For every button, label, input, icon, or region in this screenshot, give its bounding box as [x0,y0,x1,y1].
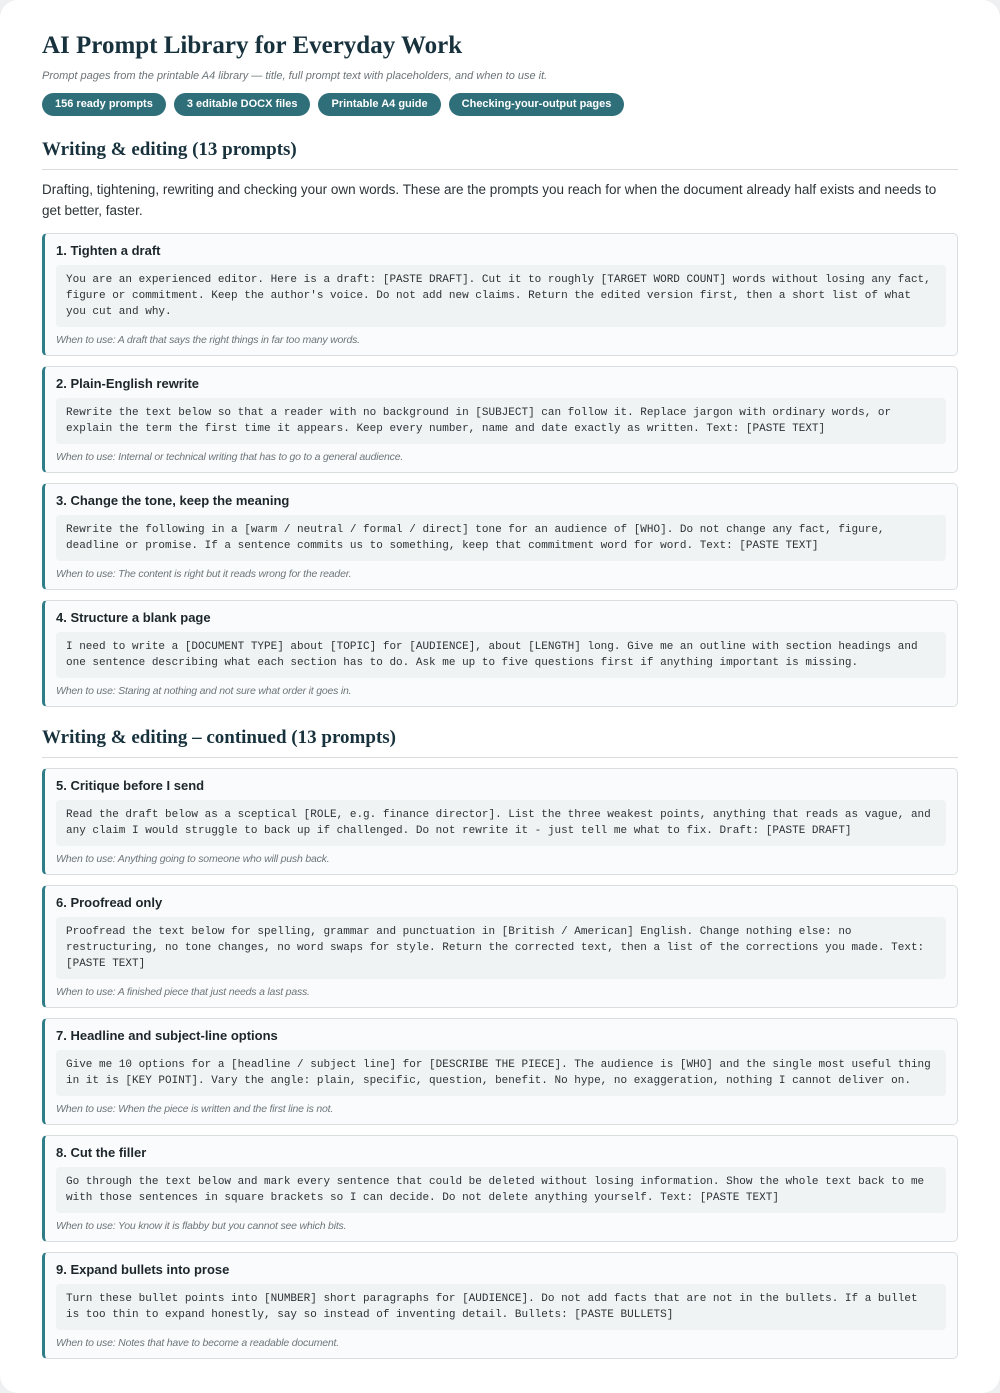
prompt-card [42,1252,958,1359]
when-to-use: When to use: When the piece is written and the first line is not. [56,1103,334,1115]
when-to-use: When to use: Internal or technical writing that has to go to a general audience. [56,451,404,463]
prompt-title: 7. Headline and subject-line options [56,1028,278,1043]
section-intro: Drafting, tightening, rewriting and checking your own words. These are the prompts you reach for when the document already half exists and needs to get better, faster. [42,182,937,218]
badge-checking-output: Checking-your-output pages [449,93,625,116]
page-subtitle: Prompt pages from the printable A4 library — title, full prompt text with placeholders, and when to use it. [42,70,548,82]
badge-ready-prompts: 156 ready prompts [42,93,166,116]
prompt-text: Turn these bullet points into [NUMBER] short paragraphs for [AUDIENCE]. Do not add facts that are not in the bullets. If a bullet is too thin to expand honestly, say so instead of inventing detail. Bullets: [PASTE BULLETS] [56,1284,946,1330]
prompt-card-list [42,768,958,1359]
prompt-card [42,483,958,590]
prompt-card [42,600,958,707]
prompt-text: Rewrite the following in a [warm / neutral / formal / direct] tone for an audience of [WHO]. Do not change any fact, figure, deadline or promise. If a sentence commits us to something, keep that commitment word for word. Text: [PASTE TEXT] [56,515,946,561]
prompt-title: 9. Expand bullets into prose [56,1262,230,1277]
prompt-card [42,885,958,1008]
section-heading-writing-editing: Writing & editing (13 prompts) [42,138,958,170]
when-to-use: When to use: Anything going to someone who will push back. [56,853,330,865]
prompt-text: You are an experienced editor. Here is a draft: [PASTE DRAFT]. Cut it to roughly [TARGET WORD COUNT] words without losing any fact, figure or commitment. Keep the author's voice. Do not add new claims. Return the edited version first, then a short list of what you cut and why. [56,265,946,327]
prompt-card-list [42,233,958,707]
page-title: AI Prompt Library for Everyday Work [42,32,463,59]
prompt-card [42,768,958,875]
when-to-use: When to use: A finished piece that just needs a last pass. [56,986,310,998]
prompt-text: Rewrite the text below so that a reader with no background in [SUBJECT] can follow it. Replace jargon with ordinary words, or explain the term the first time it appears. Keep every number, name and date exactly as written. Text: [PASTE TEXT] [56,398,946,444]
prompt-title: 5. Critique before I send [56,778,205,793]
prompt-title: 2. Plain-English rewrite [56,376,200,391]
prompt-text: Read the draft below as a sceptical [ROLE, e.g. finance director]. List the three weakest points, anything that reads as vague, and any claim I would struggle to back up if challenged. Do not rewrite it - just tell me what to fix. Draft: [PASTE DRAFT] [56,800,946,846]
prompt-title: 4. Structure a blank page [56,610,211,625]
prompt-title: 6. Proofread only [56,895,163,910]
prompt-text: Proofread the text below for spelling, grammar and punctuation in [British / American] English. Change nothing else: no restructuring, no tone changes, no word swaps for style. Return the corrected text, then a list of the corrections you made. Text: [PASTE TEXT] [56,917,946,979]
when-to-use: When to use: The content is right but it reads wrong for the reader. [56,568,352,580]
prompt-card [42,1135,958,1242]
when-to-use: When to use: Staring at nothing and not sure what order it goes in. [56,685,352,697]
when-to-use: When to use: Notes that have to become a readable document. [56,1337,339,1349]
prompt-card [42,366,958,473]
prompt-text: Give me 10 options for a [headline / subject line] for [DESCRIBE THE PIECE]. The audience is [WHO] and the single most useful thing in it is [KEY POINT]. Vary the angle: plain, specific, question, benefit. No hype, no exaggeration, nothing I cannot deliver on. [56,1050,946,1096]
badge-docx-files: 3 editable DOCX files [174,93,311,116]
prompt-title: 8. Cut the filler [56,1145,147,1160]
prompt-card [42,233,958,356]
badge-row [42,93,958,116]
prompt-text: I need to write a [DOCUMENT TYPE] about [TOPIC] for [AUDIENCE], about [LENGTH] long. Give me an outline with section headings and one sentence describing what each section has to do. Ask me up to five questions first if anything important is missing. [56,632,946,678]
prompt-card [42,1018,958,1125]
prompt-text: Go through the text below and mark every sentence that could be deleted without losing information. Show the whole text back to me with those sentences in square brackets so I can decide. Do not delete anything yourself. Text: [PASTE TEXT] [56,1167,946,1213]
when-to-use: When to use: You know it is flabby but you cannot see which bits. [56,1220,347,1232]
prompt-title: 3. Change the tone, keep the meaning [56,493,290,508]
section-heading-writing-editing-continued: Writing & editing – continued (13 prompts) [42,726,958,758]
when-to-use: When to use: A draft that says the right things in far too many words. [56,334,360,346]
prompt-title: 1. Tighten a draft [56,243,161,258]
badge-a4-guide: Printable A4 guide [318,93,440,116]
